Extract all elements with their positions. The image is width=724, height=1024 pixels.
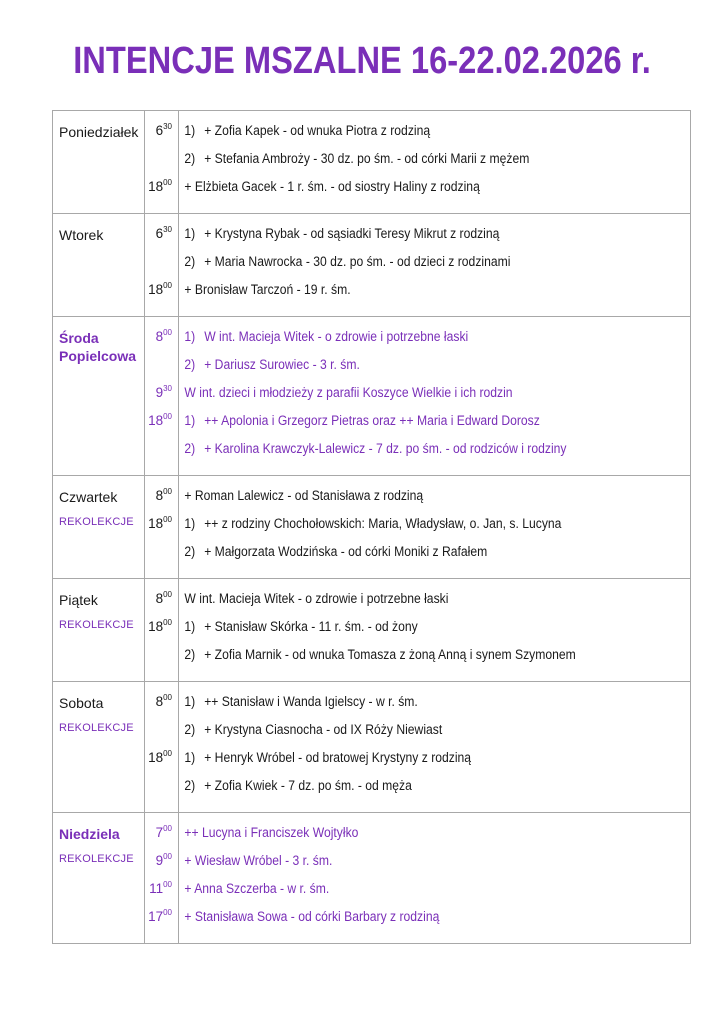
day-name: Niedziela (59, 826, 120, 842)
day-cell (53, 579, 145, 682)
mass-time: $6^{30}$ (155, 225, 172, 241)
page-title: INTENCJE MSZALNE 16-22.02.2026 r. (73, 40, 651, 82)
intention-line: 1) ++ Stanisław i Wanda Igielscy - w r. śm. (184, 694, 418, 709)
mass-time: $7^{00}$ (155, 824, 172, 840)
day-row-ash-wednesday (53, 317, 691, 476)
day-name: Poniedziałek (59, 124, 139, 140)
mass-time: $8^{00}$ (155, 328, 172, 344)
intentions-cell (179, 579, 691, 682)
intention-line: 2) + Maria Nawrocka - 30 dz. po śm. - od dzieci z rodzinami (184, 254, 511, 269)
mass-time: $9^{30}$ (155, 384, 172, 400)
mass-time: $18^{00}$ (148, 618, 172, 634)
day-row-monday (53, 111, 691, 214)
day-name: Czwartek (59, 489, 118, 505)
mass-time: $6^{30}$ (155, 122, 172, 138)
intention-line: 2) + Zofia Marnik - od wnuka Tomasza z żoną Anną i synem Szymonem (184, 647, 576, 662)
intention-line: 2) + Dariusz Surowiec - 3 r. śm. (184, 357, 360, 372)
intention-line: 1) + Henryk Wróbel - od bratowej Krystyny z rodziną (184, 750, 472, 765)
intention-line: 1) + Zofia Kapek - od wnuka Piotra z rodziną (184, 123, 431, 138)
day-row-thursday (53, 476, 691, 579)
intention-line: 1) ++ z rodziny Chochołowskich: Maria, Władysław, o. Jan, s. Lucyna (184, 516, 562, 531)
intention-line: 2) + Małgorzata Wodzińska - od córki Moniki z Rafałem (184, 544, 488, 559)
intentions-cell (179, 317, 691, 476)
mass-time: $18^{00}$ (148, 749, 172, 765)
day-row-friday (53, 579, 691, 682)
intention-line: 1) + Krystyna Rybak - od sąsiadki Teresy Mikrut z rodziną (184, 226, 500, 241)
intentions-cell (179, 214, 691, 317)
intention-line: + Bronisław Tarczoń - 19 r. śm. (184, 282, 351, 297)
intention-line: + Stanisława Sowa - od córki Barbary z rodziną (184, 909, 440, 924)
mass-time: $18^{00}$ (148, 281, 172, 297)
intention-line: W int. dzieci i młodzieży z parafii Koszyce Wielkie i ich rodzin (184, 385, 513, 400)
mass-time: $11^{00}$ (149, 880, 172, 896)
mass-time: $8^{00}$ (155, 487, 172, 503)
intention-line: W int. Macieja Witek - o zdrowie i potrzebne łaski (184, 591, 449, 606)
intentions-cell (179, 682, 691, 813)
time-cell (145, 214, 179, 317)
intention-line: 1) ++ Apolonia i Grzegorz Pietras oraz ++ Maria i Edward Dorosz (184, 413, 540, 428)
day-row-sunday (53, 813, 691, 944)
mass-time: $18^{00}$ (148, 178, 172, 194)
mass-time: $18^{00}$ (148, 412, 172, 428)
intention-line: ++ Lucyna i Franciszek Wojtyłko (184, 825, 359, 840)
day-name: Wtorek (59, 227, 104, 243)
retreat-label: REKOLEKCJE (59, 619, 134, 631)
day-cell (53, 476, 145, 579)
mass-intentions-table (52, 110, 691, 944)
intention-line: + Wiesław Wróbel - 3 r. śm. (184, 853, 333, 868)
time-cell (145, 579, 179, 682)
intentions-cell (179, 813, 691, 944)
time-cell (145, 476, 179, 579)
time-cell (145, 317, 179, 476)
retreat-label: REKOLEKCJE (59, 853, 134, 865)
intention-line: 2) + Zofia Kwiek - 7 dz. po śm. - od męża (184, 778, 412, 793)
day-name: Środa Popielcowa (59, 330, 137, 364)
intention-line: + Elżbieta Gacek - 1 r. śm. - od siostry Haliny z rodziną (184, 179, 480, 194)
intention-line: 1) + Stanisław Skórka - 11 r. śm. - od żony (184, 619, 418, 634)
mass-time: $17^{00}$ (148, 908, 172, 924)
day-row-saturday (53, 682, 691, 813)
day-cell (53, 111, 145, 214)
mass-time: $18^{00}$ (148, 515, 172, 531)
day-name: Piątek (59, 592, 98, 608)
mass-time: $8^{00}$ (155, 693, 172, 709)
intention-line: + Anna Szczerba - w r. śm. (184, 881, 330, 896)
day-cell (53, 813, 145, 944)
day-cell (53, 214, 145, 317)
intention-line: 1) W int. Macieja Witek - o zdrowie i potrzebne łaski (184, 329, 469, 344)
retreat-label: REKOLEKCJE (59, 516, 134, 528)
intentions-cell (179, 111, 691, 214)
mass-time: $8^{00}$ (155, 590, 172, 606)
retreat-label: REKOLEKCJE (59, 722, 134, 734)
mass-time: $9^{00}$ (155, 852, 172, 868)
intentions-cell (179, 476, 691, 579)
day-cell (53, 682, 145, 813)
day-cell (53, 317, 145, 476)
time-cell (145, 111, 179, 214)
intention-line: 2) + Stefania Ambroży - 30 dz. po śm. - od córki Marii z mężem (184, 151, 530, 166)
intention-line: 2) + Krystyna Ciasnocha - od IX Róży Niewiast (184, 722, 443, 737)
time-cell (145, 813, 179, 944)
day-row-tuesday (53, 214, 691, 317)
intention-line: 2) + Karolina Krawczyk-Lalewicz - 7 dz. po śm. - od rodziców i rodziny (184, 441, 567, 456)
intention-line: + Roman Lalewicz - od Stanisława z rodziną (184, 488, 424, 503)
day-name: Sobota (59, 695, 104, 711)
time-cell (145, 682, 179, 813)
